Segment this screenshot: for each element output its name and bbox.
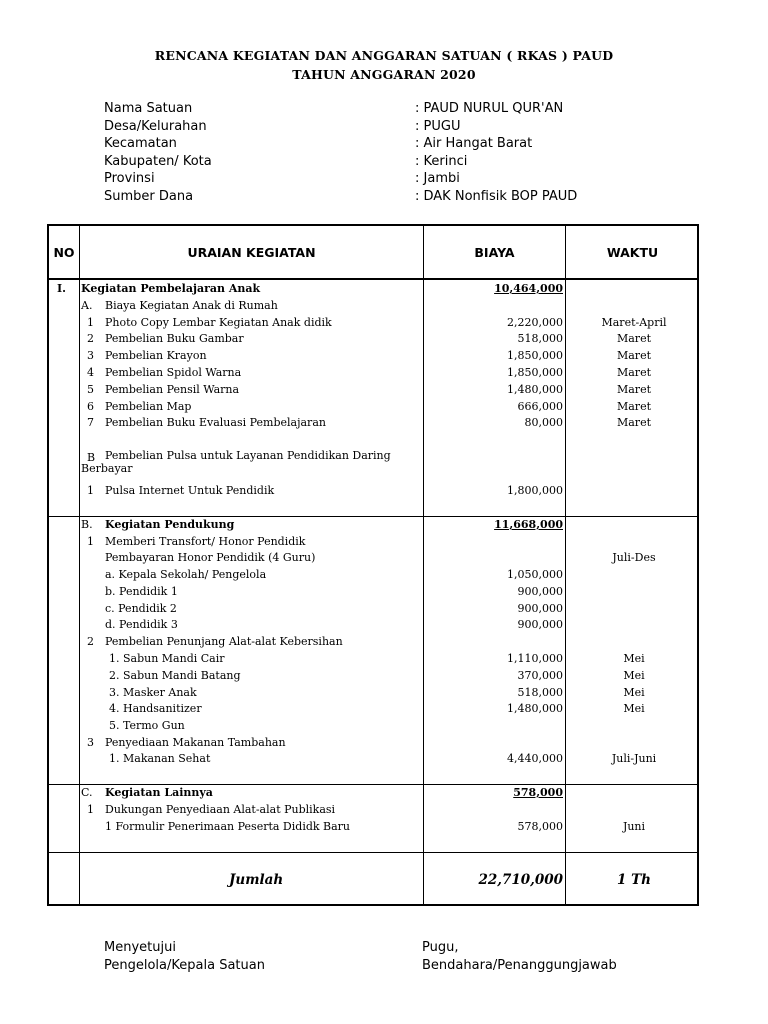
cell-number: 1 (87, 535, 94, 548)
info-value: : Jambi (415, 171, 460, 186)
table-row (49, 533, 697, 550)
table-row (49, 449, 697, 479)
cell-waktu: Juli-Des (612, 551, 656, 564)
cell-description: Pembelian Buku Gambar (105, 332, 244, 345)
cell-description: Memberi Transfort/ Honor Pendidik (105, 535, 306, 548)
cell-biaya: 1,050,000 (507, 568, 563, 581)
table-row (49, 717, 697, 734)
cell-biaya: 900,000 (517, 618, 563, 631)
cell-biaya: 1,800,000 (507, 484, 563, 497)
info-value: : DAK Nonfisik BOP PAUD (415, 189, 578, 204)
table-row (49, 633, 697, 650)
total-label: Jumlah (229, 872, 284, 888)
cell-description: 5. Termo Gun (109, 719, 185, 732)
info-label: Kabupaten/ Kota (104, 154, 212, 169)
table-row (49, 818, 697, 835)
cell-waktu: Mei (623, 652, 645, 665)
table-row (49, 566, 697, 583)
cell-number: B. (81, 518, 93, 531)
budget-table (47, 224, 699, 906)
cell-description: 1. Makanan Sehat (109, 752, 211, 765)
table-row (49, 381, 697, 398)
cell-description: c. Pendidik 2 (105, 602, 177, 615)
cell-number: 5 (87, 383, 94, 396)
cell-waktu: Maret (616, 332, 651, 345)
cell-number: C. (81, 786, 93, 799)
cell-number: 2 (87, 635, 94, 648)
cell-description: Pembelian Penunjang Alat-alat Kebersihan (105, 635, 343, 648)
signature-left-line1: Menyetujui (104, 940, 176, 955)
cell-description: a. Kepala Sekolah/ Pengelola (105, 568, 267, 581)
cell-biaya: 900,000 (517, 585, 563, 598)
cell-description: Pembelian Pulsa untuk Layanan Pendidikan Daring (105, 449, 391, 462)
cell-biaya: 4,440,000 (507, 752, 563, 765)
cell-description: 2. Sabun Mandi Batang (109, 669, 241, 682)
cell-description: 1. Sabun Mandi Cair (109, 652, 225, 665)
cell-number: B (87, 451, 96, 464)
table-row (49, 364, 697, 381)
info-value: : PUGU (415, 119, 461, 134)
cell-number: 1 (87, 803, 94, 816)
cell-waktu: Maret (616, 349, 651, 362)
header-waktu: WAKTU (606, 244, 659, 260)
cell-waktu: Maret (616, 416, 651, 429)
cell-waktu: Maret-April (601, 316, 667, 329)
cell-biaya: 80,000 (524, 416, 563, 429)
cell-number: 2 (87, 332, 94, 345)
cell-biaya: 666,000 (517, 400, 563, 413)
total-divider (49, 852, 697, 853)
cell-description: Pembelian Pensil Warna (105, 383, 240, 396)
cell-biaya: 11,668,000 (494, 518, 563, 531)
table-row (49, 314, 697, 331)
table-row (49, 650, 697, 667)
cell-description: Kegiatan Pembelajaran Anak (81, 282, 261, 295)
cell-waktu: Mei (623, 702, 645, 715)
signature-right-line2: Bendahara/Penanggungjawab (422, 958, 617, 973)
cell-biaya: 578,000 (517, 820, 563, 833)
cell-biaya: 518,000 (517, 332, 563, 345)
info-label: Desa/Kelurahan (104, 119, 207, 134)
cell-number: 3 (87, 736, 94, 749)
cell-description: 4. Handsanitizer (109, 702, 202, 715)
table-row (49, 734, 697, 751)
cell-description: Pembelian Krayon (105, 349, 207, 362)
total-row (49, 854, 697, 906)
cell-waktu: Juli-Juni (611, 752, 657, 765)
cell-waktu: Mei (623, 669, 645, 682)
cell-number: 4 (87, 366, 94, 379)
table-row (49, 700, 697, 717)
document-subtitle: TAHUN ANGGARAN 2020 (292, 67, 476, 82)
cell-description: Pulsa Internet Untuk Pendidik (105, 484, 275, 497)
cell-biaya: 518,000 (517, 686, 563, 699)
cell-description: d. Pendidik 3 (105, 618, 178, 631)
signature-right-line1: Pugu, (422, 940, 459, 955)
signature-left-line2: Pengelola/Kepala Satuan (104, 958, 265, 973)
cell-biaya: 2,220,000 (507, 316, 563, 329)
info-label: Sumber Dana (104, 189, 194, 204)
table-row (49, 414, 697, 431)
table-row (49, 516, 697, 533)
table-row (49, 583, 697, 600)
cell-description: Pembayaran Honor Pendidik (4 Guru) (105, 551, 316, 564)
table-row (49, 600, 697, 617)
cell-waktu: Maret (616, 383, 651, 396)
table-row (49, 297, 697, 314)
cell-waktu: Juni (622, 820, 646, 833)
table-row (49, 549, 697, 566)
table-row (49, 784, 697, 801)
info-value: : Air Hangat Barat (415, 136, 533, 151)
cell-biaya: 1,480,000 (507, 702, 563, 715)
table-row (49, 667, 697, 684)
table-row (49, 280, 697, 297)
table-row (49, 330, 697, 347)
cell-biaya: 1,480,000 (507, 383, 563, 396)
table-row (49, 398, 697, 415)
document-title: RENCANA KEGIATAN DAN ANGGARAN SATUAN ( RKAS ) PAUD (154, 48, 614, 63)
cell-number: 7 (87, 416, 94, 429)
info-label: Nama Satuan (104, 101, 193, 116)
cell-waktu: Maret (616, 366, 651, 379)
cell-biaya: 900,000 (517, 602, 563, 615)
cell-description: Pembelian Spidol Warna (105, 366, 242, 379)
cell-biaya: 1,850,000 (507, 366, 563, 379)
cell-description: Pembelian Buku Evaluasi Pembelajaran (105, 416, 326, 429)
cell-number: A. (81, 299, 93, 312)
table-row (49, 347, 697, 364)
header-biaya: BIAYA (474, 244, 515, 260)
info-label: Kecamatan (104, 136, 177, 151)
table-row (49, 616, 697, 633)
header-no: NO (53, 244, 75, 260)
header-uraian: URAIAN KEGIATAN (187, 244, 316, 260)
info-value: : Kerinci (415, 154, 468, 169)
table-row (49, 750, 697, 767)
total-biaya: 22,710,000 (478, 872, 563, 888)
cell-biaya: 370,000 (517, 669, 563, 682)
cell-number: 3 (87, 349, 94, 362)
cell-biaya: 1,110,000 (507, 652, 563, 665)
cell-description: Photo Copy Lembar Kegiatan Anak didik (105, 316, 332, 329)
cell-description: Dukungan Penyediaan Alat-alat Publikasi (105, 803, 336, 816)
cell-description: 1 Formulir Penerimaan Peserta Dididk Baru (105, 820, 351, 833)
cell-biaya: 1,850,000 (507, 349, 563, 362)
cell-description: Kegiatan Lainnya (105, 786, 213, 799)
cell-number: 1 (87, 316, 94, 329)
info-label: Provinsi (104, 171, 155, 186)
cell-description: Penyediaan Makanan Tambahan (105, 736, 286, 749)
cell-waktu: Maret (616, 400, 651, 413)
cell-description: Pembelian Map (105, 400, 192, 413)
cell-number: 6 (87, 400, 94, 413)
cell-description: Biaya Kegiatan Anak di Rumah (105, 299, 278, 312)
table-row (49, 684, 697, 701)
cell-waktu: Mei (623, 686, 645, 699)
info-value: : PAUD NURUL QUR'AN (415, 101, 564, 116)
table-row (49, 482, 697, 499)
total-waktu: 1 Th (617, 872, 651, 888)
cell-description: Kegiatan Pendukung (105, 518, 235, 531)
cell-description: b. Pendidik 1 (105, 585, 178, 598)
cell-description-cont: Berbayar (81, 462, 133, 475)
cell-no: I. (57, 282, 66, 295)
cell-biaya: 10,464,000 (494, 282, 563, 295)
cell-number: 1 (87, 484, 94, 497)
cell-biaya: 578,000 (513, 786, 563, 799)
table-row (49, 801, 697, 818)
cell-description: 3. Masker Anak (109, 686, 197, 699)
